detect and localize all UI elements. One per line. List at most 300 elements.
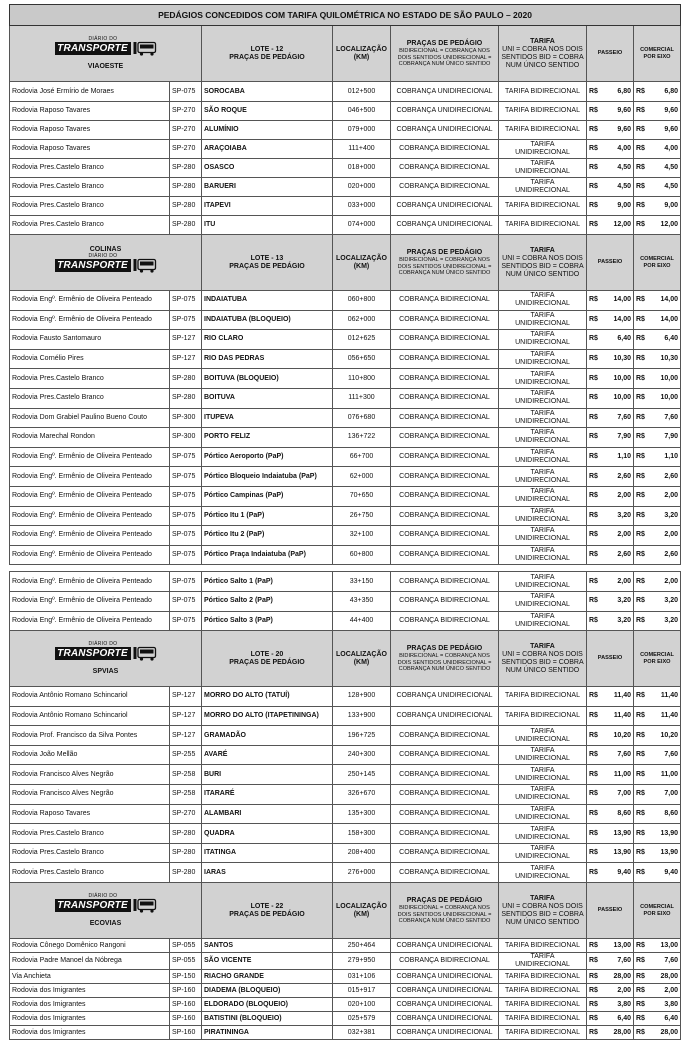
- comercial-cell: [634, 447, 681, 467]
- currency-symbol: R$: [636, 394, 645, 402]
- currency-symbol: R$: [636, 433, 645, 441]
- price: [636, 830, 678, 838]
- rodovia-cell: Rodovia Marechal Rondon: [10, 428, 170, 448]
- price-value: 7,60: [664, 957, 679, 965]
- price: [589, 830, 631, 838]
- comercial-cell: [634, 765, 681, 785]
- operator-name: VIAOESTE: [87, 62, 124, 70]
- passeio-cell: [587, 178, 634, 197]
- lote-cell: [202, 26, 333, 82]
- comercial-cell: [634, 804, 681, 824]
- km-cell: 056+650: [333, 349, 391, 369]
- currency-symbol: R$: [589, 941, 598, 949]
- price: [636, 810, 678, 818]
- tarifa-header-title: TARIFA: [530, 37, 555, 45]
- cobranca-cell: COBRANÇA UNIDIRECIONAL: [391, 102, 499, 121]
- sp-cell: SP-150: [170, 970, 202, 984]
- price: [636, 617, 678, 625]
- currency-symbol: R$: [636, 751, 645, 759]
- rodovia-cell: Rodovia Pres.Castelo Branco: [10, 369, 170, 389]
- comercial-header: COMERCIAL POR EIXO: [634, 26, 681, 82]
- sp-cell: SP-280: [170, 159, 202, 178]
- price: [636, 551, 678, 559]
- currency-symbol: R$: [636, 849, 645, 857]
- praca-cell: Pórtico Itu 1 (PaP): [202, 506, 333, 526]
- currency-symbol: R$: [636, 616, 645, 624]
- table-row: [10, 408, 681, 428]
- table-row: [10, 687, 681, 707]
- price: [636, 88, 678, 96]
- currency-symbol: R$: [636, 551, 645, 559]
- section-header-row: [10, 235, 681, 291]
- currency-symbol: R$: [589, 183, 598, 190]
- table-row: [10, 526, 681, 546]
- tarifa-header: [499, 883, 587, 939]
- tarifa-cell: TARIFA BIDIRECIONAL: [499, 984, 587, 998]
- toll-table-body: [10, 5, 681, 1040]
- comercial-cell: [634, 330, 681, 350]
- sp-cell: SP-055: [170, 939, 202, 953]
- passeio-cell: [587, 591, 634, 611]
- currency-symbol: R$: [589, 868, 598, 876]
- price: [636, 316, 678, 324]
- currency-symbol: R$: [589, 221, 598, 228]
- rodovia-cell: Rodovia Cornélio Pires: [10, 349, 170, 369]
- currency-symbol: R$: [636, 107, 645, 114]
- price: [636, 1015, 678, 1023]
- rodovia-cell: Rodovia João Mellão: [10, 745, 170, 765]
- rodovia-cell: Rodovia dos Imigrantes: [10, 984, 170, 998]
- tarifa-cell: TARIFA UNIDIRECIONAL: [499, 785, 587, 805]
- price: [589, 375, 631, 383]
- km-cell: 70+650: [333, 486, 391, 506]
- logo-small-text: DIÁRIO DO: [88, 892, 118, 899]
- price: [636, 578, 678, 586]
- price: [589, 492, 631, 500]
- price-value: 9,00: [664, 202, 679, 209]
- table-row: [10, 467, 681, 487]
- rodovia-cell: Rodovia Prof. Francisco da Silva Pontes: [10, 726, 170, 746]
- rodovia-cell: Rodovia Padre Manoel da Nóbrega: [10, 953, 170, 970]
- sp-cell: SP-075: [170, 486, 202, 506]
- price-value: 13,00: [613, 941, 631, 949]
- rodovia-cell: Via Anchieta: [10, 970, 170, 984]
- sp-cell: SP-160: [170, 998, 202, 1012]
- cobranca-cell: COBRANÇA BIDIRECIONAL: [391, 591, 499, 611]
- price-value: 11,40: [613, 711, 631, 719]
- tarifa-header-title: TARIFA: [530, 246, 555, 254]
- operator-cell: [10, 26, 202, 82]
- cobranca-cell: COBRANÇA BIDIRECIONAL: [391, 843, 499, 863]
- comercial-cell: [634, 1012, 681, 1026]
- currency-symbol: R$: [636, 577, 645, 585]
- table-row: [10, 970, 681, 984]
- passeio-cell: [587, 572, 634, 592]
- sp-cell: SP-258: [170, 765, 202, 785]
- price: [636, 790, 678, 798]
- currency-symbol: R$: [589, 492, 598, 500]
- comercial-cell: [634, 121, 681, 140]
- comercial-cell: [634, 291, 681, 311]
- table-row: [10, 310, 681, 330]
- price: [636, 942, 678, 950]
- sp-cell: SP-280: [170, 863, 202, 883]
- tarifa-header: [499, 631, 587, 687]
- lote-label: LOTE - 22: [250, 902, 284, 910]
- cobranca-cell: COBRANÇA BIDIRECIONAL: [391, 330, 499, 350]
- price: [636, 751, 678, 759]
- praca-cell: SANTOS: [202, 939, 333, 953]
- passeio-cell: [587, 526, 634, 546]
- price-value: 10,30: [613, 355, 631, 363]
- comercial-cell: [634, 506, 681, 526]
- praca-cell: OSASCO: [202, 159, 333, 178]
- operator-name: ECOVIAS: [89, 919, 122, 927]
- pracas-label: PRAÇAS DE PEDÁGIO: [229, 658, 305, 666]
- passeio-cell: [587, 82, 634, 102]
- price: [589, 88, 631, 96]
- table-row: [10, 159, 681, 178]
- comercial-cell: [634, 526, 681, 546]
- rodovia-cell: Rodovia Raposo Tavares: [10, 140, 170, 159]
- price: [589, 973, 631, 981]
- price: [636, 164, 678, 172]
- tarifa-cell: TARIFA UNIDIRECIONAL: [499, 330, 587, 350]
- lote-label: LOTE - 12: [250, 45, 284, 53]
- localizacao-header: LOCALIZAÇÃO (KM): [333, 631, 391, 687]
- praca-cell: MORRO DO ALTO (ITAPETININGA): [202, 706, 333, 726]
- tarifa-cell: TARIFA BIDIRECIONAL: [499, 216, 587, 235]
- km-cell: 136+722: [333, 428, 391, 448]
- km-cell: 015+917: [333, 984, 391, 998]
- currency-symbol: R$: [589, 472, 598, 480]
- price-value: 7,60: [617, 413, 631, 421]
- km-cell: 326+670: [333, 785, 391, 805]
- passeio-header: PASSEIO: [587, 235, 634, 291]
- passeio-cell: [587, 330, 634, 350]
- sp-cell: SP-300: [170, 408, 202, 428]
- pracas-header-desc: BIDIRECIONAL = COBRANÇA NOS DOIS SENTIDOS UNIDIRECIONAL = COBRANÇA NUM ÚNICO SENTIDO: [397, 48, 492, 68]
- comercial-cell: [634, 82, 681, 102]
- tarifa-header-desc: UNI = COBRA NOS DOIS SENTIDOS BID = COBRA NUM ÚNICO SENTIDO: [501, 650, 584, 674]
- tarifa-cell: TARIFA BIDIRECIONAL: [499, 998, 587, 1012]
- rodovia-cell: Rodovia Pres.Castelo Branco: [10, 197, 170, 216]
- currency-symbol: R$: [589, 849, 598, 857]
- price-value: 3,20: [664, 511, 679, 519]
- price: [589, 355, 631, 363]
- passeio-cell: [587, 506, 634, 526]
- tarifa-cell: TARIFA UNIDIRECIONAL: [499, 291, 587, 311]
- comercial-cell: [634, 611, 681, 631]
- price-value: 7,60: [617, 751, 631, 759]
- sp-cell: SP-075: [170, 447, 202, 467]
- price: [636, 375, 678, 383]
- comercial-cell: [634, 388, 681, 408]
- tarifa-cell: TARIFA UNIDIRECIONAL: [499, 310, 587, 330]
- price: [636, 732, 678, 740]
- passeio-header: PASSEIO: [587, 631, 634, 687]
- passeio-cell: [587, 998, 634, 1012]
- currency-symbol: R$: [636, 972, 645, 980]
- price-value: 28,00: [660, 1028, 679, 1036]
- tarifa-cell: TARIFA BIDIRECIONAL: [499, 970, 587, 984]
- rodovia-cell: Rodovia Pres.Castelo Branco: [10, 863, 170, 883]
- currency-symbol: R$: [636, 413, 645, 421]
- km-cell: 33+150: [333, 572, 391, 592]
- price: [589, 942, 631, 950]
- passeio-cell: [587, 102, 634, 121]
- comercial-header: COMERCIAL POR EIXO: [634, 235, 681, 291]
- currency-symbol: R$: [589, 809, 598, 817]
- tarifa-cell: TARIFA UNIDIRECIONAL: [499, 824, 587, 844]
- km-cell: 196+725: [333, 726, 391, 746]
- price: [589, 433, 631, 441]
- currency-symbol: R$: [636, 1028, 645, 1036]
- currency-symbol: R$: [589, 433, 598, 441]
- price-value: 3,20: [664, 597, 679, 605]
- table-row: [10, 804, 681, 824]
- price-value: 28,00: [660, 972, 679, 980]
- km-cell: 033+000: [333, 197, 391, 216]
- price: [636, 692, 678, 700]
- table-row: [10, 291, 681, 311]
- km-cell: 012+500: [333, 82, 391, 102]
- table-row: [10, 82, 681, 102]
- price-value: 13,90: [613, 829, 631, 837]
- sp-cell: SP-270: [170, 804, 202, 824]
- passeio-cell: [587, 1026, 634, 1040]
- price-value: 4,50: [664, 183, 679, 190]
- passeio-cell: [587, 121, 634, 140]
- section-header-row: [10, 883, 681, 939]
- price-value: 3,20: [664, 616, 679, 624]
- praca-cell: BURI: [202, 765, 333, 785]
- praca-cell: Pórtico Itu 2 (PaP): [202, 526, 333, 546]
- praca-cell: INDAIATUBA (BLOQUEIO): [202, 310, 333, 330]
- currency-symbol: R$: [589, 551, 598, 559]
- passeio-cell: [587, 467, 634, 487]
- cobranca-cell: COBRANÇA BIDIRECIONAL: [391, 506, 499, 526]
- currency-symbol: R$: [589, 355, 598, 363]
- tarifa-cell: TARIFA UNIDIRECIONAL: [499, 178, 587, 197]
- price-value: 2,00: [664, 986, 679, 994]
- km-cell: 062+000: [333, 310, 391, 330]
- comercial-cell: [634, 1026, 681, 1040]
- price: [589, 183, 631, 191]
- cobranca-cell: COBRANÇA BIDIRECIONAL: [391, 310, 499, 330]
- table-row: [10, 140, 681, 159]
- price: [589, 453, 631, 461]
- km-cell: 26+750: [333, 506, 391, 526]
- section-header-row: [10, 26, 681, 82]
- cobranca-cell: COBRANÇA UNIDIRECIONAL: [391, 216, 499, 235]
- tarifa-cell: TARIFA UNIDIRECIONAL: [499, 953, 587, 970]
- rodovia-cell: Rodovia Engº. Ermênio de Oliveira Penteado: [10, 486, 170, 506]
- table-title: PEDÁGIOS CONCEDIDOS COM TARIFA QUILOMÉTRICA NO ESTADO DE SÃO PAULO – 2020: [10, 5, 681, 26]
- logo-small-text: DIÁRIO DO: [88, 35, 118, 42]
- price: [589, 145, 631, 153]
- currency-symbol: R$: [636, 1000, 645, 1008]
- price: [589, 296, 631, 304]
- price-value: 12,00: [660, 221, 679, 228]
- price: [589, 164, 631, 172]
- currency-symbol: R$: [636, 511, 645, 519]
- praca-cell: SÃO ROQUE: [202, 102, 333, 121]
- price-value: 9,40: [664, 868, 679, 876]
- currency-symbol: R$: [636, 296, 645, 304]
- price: [636, 145, 678, 153]
- pracas-label: PRAÇAS DE PEDÁGIO: [229, 910, 305, 918]
- passeio-header: PASSEIO: [587, 26, 634, 82]
- rodovia-cell: Rodovia Engº. Ermênio de Oliveira Penteado: [10, 526, 170, 546]
- currency-symbol: R$: [636, 868, 645, 876]
- table-title-row: [10, 5, 681, 26]
- rodovia-cell: Rodovia Engº. Ermênio de Oliveira Penteado: [10, 467, 170, 487]
- tarifa-cell: TARIFA UNIDIRECIONAL: [499, 863, 587, 883]
- currency-symbol: R$: [636, 221, 645, 228]
- price: [636, 394, 678, 402]
- truck-icon: [133, 646, 157, 661]
- currency-symbol: R$: [589, 986, 598, 994]
- currency-symbol: R$: [589, 413, 598, 421]
- sp-cell: SP-127: [170, 726, 202, 746]
- currency-symbol: R$: [589, 1014, 598, 1022]
- km-cell: 076+680: [333, 408, 391, 428]
- pracas-header-desc: BIDIRECIONAL = COBRANÇA NOS DOIS SENTIDOS UNIDIRECIONAL = COBRANÇA NUM ÚNICO SENTIDO: [397, 653, 492, 673]
- comercial-cell: [634, 970, 681, 984]
- tarifa-cell: TARIFA BIDIRECIONAL: [499, 706, 587, 726]
- price-value: 6,80: [617, 87, 631, 95]
- sp-cell: SP-075: [170, 506, 202, 526]
- table-row: [10, 1012, 681, 1026]
- table-row: [10, 726, 681, 746]
- pracas-header-desc: BIDIRECIONAL = COBRANÇA NOS DOIS SENTIDOS UNIDIRECIONAL = COBRANÇA NUM ÚNICO SENTIDO: [397, 257, 492, 277]
- lote-cell: [202, 883, 333, 939]
- table-row: [10, 428, 681, 448]
- currency-symbol: R$: [636, 472, 645, 480]
- currency-symbol: R$: [589, 711, 598, 719]
- price: [589, 473, 631, 481]
- comercial-cell: [634, 349, 681, 369]
- praca-cell: GRAMADÃO: [202, 726, 333, 746]
- currency-symbol: R$: [636, 355, 645, 363]
- praca-cell: ITU: [202, 216, 333, 235]
- price: [636, 1001, 678, 1009]
- price-value: 7,60: [617, 957, 631, 965]
- price: [636, 531, 678, 539]
- currency-symbol: R$: [589, 374, 598, 382]
- comercial-cell: [634, 102, 681, 121]
- comercial-cell: [634, 726, 681, 746]
- price-value: 6,40: [664, 335, 679, 343]
- sp-cell: SP-280: [170, 388, 202, 408]
- comercial-cell: [634, 467, 681, 487]
- passeio-cell: [587, 970, 634, 984]
- rodovia-cell: Rodovia Engº. Ermênio de Oliveira Penteado: [10, 506, 170, 526]
- truck-icon: [133, 258, 157, 273]
- cobranca-cell: COBRANÇA BIDIRECIONAL: [391, 369, 499, 389]
- tarifa-cell: TARIFA UNIDIRECIONAL: [499, 745, 587, 765]
- currency-symbol: R$: [589, 296, 598, 304]
- table-row: [10, 745, 681, 765]
- sp-cell: SP-075: [170, 611, 202, 631]
- km-cell: 250+464: [333, 939, 391, 953]
- price: [636, 221, 678, 229]
- rodovia-cell: Rodovia Engº. Ermênio de Oliveira Penteado: [10, 611, 170, 631]
- rodovia-cell: Rodovia Engº. Ermênio de Oliveira Penteado: [10, 291, 170, 311]
- cobranca-cell: COBRANÇA BIDIRECIONAL: [391, 178, 499, 197]
- comercial-cell: [634, 310, 681, 330]
- currency-symbol: R$: [636, 492, 645, 500]
- price: [589, 957, 631, 965]
- tarifa-cell: TARIFA BIDIRECIONAL: [499, 197, 587, 216]
- comercial-cell: [634, 572, 681, 592]
- price: [589, 790, 631, 798]
- currency-symbol: R$: [589, 453, 598, 461]
- comercial-header: COMERCIAL POR EIXO: [634, 883, 681, 939]
- pracas-header: [391, 883, 499, 939]
- sp-cell: SP-280: [170, 843, 202, 863]
- passeio-cell: [587, 545, 634, 565]
- operator-name: COLINAS: [89, 245, 122, 253]
- cobranca-cell: COBRANÇA BIDIRECIONAL: [391, 863, 499, 883]
- price: [636, 869, 678, 877]
- passeio-cell: [587, 388, 634, 408]
- comercial-cell: [634, 745, 681, 765]
- price: [636, 355, 678, 363]
- km-cell: 32+100: [333, 526, 391, 546]
- currency-symbol: R$: [589, 616, 598, 624]
- table-row: [10, 591, 681, 611]
- table-row: [10, 388, 681, 408]
- price-value: 4,00: [617, 145, 631, 152]
- price-value: 10,00: [660, 394, 679, 402]
- passeio-cell: [587, 939, 634, 953]
- km-cell: 133+900: [333, 706, 391, 726]
- km-cell: 020+100: [333, 998, 391, 1012]
- comercial-cell: [634, 706, 681, 726]
- price: [589, 771, 631, 779]
- praca-cell: ITATINGA: [202, 843, 333, 863]
- km-cell: 025+579: [333, 1012, 391, 1026]
- passeio-cell: [587, 216, 634, 235]
- operator-name: SPVIAS: [92, 667, 119, 675]
- price-value: 2,00: [617, 577, 631, 585]
- rodovia-cell: Rodovia Pres.Castelo Branco: [10, 843, 170, 863]
- sp-cell: SP-075: [170, 545, 202, 565]
- cobranca-cell: COBRANÇA BIDIRECIONAL: [391, 526, 499, 546]
- table-row: [10, 939, 681, 953]
- praca-cell: DIADEMA (BLOQUEIO): [202, 984, 333, 998]
- cobranca-cell: COBRANÇA BIDIRECIONAL: [391, 745, 499, 765]
- sp-cell: SP-270: [170, 140, 202, 159]
- price: [636, 1029, 678, 1037]
- tarifa-cell: TARIFA UNIDIRECIONAL: [499, 526, 587, 546]
- passeio-header: PASSEIO: [587, 883, 634, 939]
- tarifa-header-desc: UNI = COBRA NOS DOIS SENTIDOS BID = COBRA NUM ÚNICO SENTIDO: [501, 45, 584, 69]
- rodovia-cell: Rodovia Francisco Alves Negrão: [10, 785, 170, 805]
- price-value: 14,00: [660, 315, 679, 323]
- truck-icon: [133, 898, 157, 913]
- comercial-cell: [634, 785, 681, 805]
- price-value: 3,80: [617, 1000, 631, 1008]
- pracas-header: [391, 26, 499, 82]
- price: [636, 296, 678, 304]
- cobranca-cell: COBRANÇA BIDIRECIONAL: [391, 467, 499, 487]
- praca-cell: Pórtico Aeroporto (PaP): [202, 447, 333, 467]
- passeio-cell: [587, 984, 634, 998]
- truck-icon: [133, 41, 157, 56]
